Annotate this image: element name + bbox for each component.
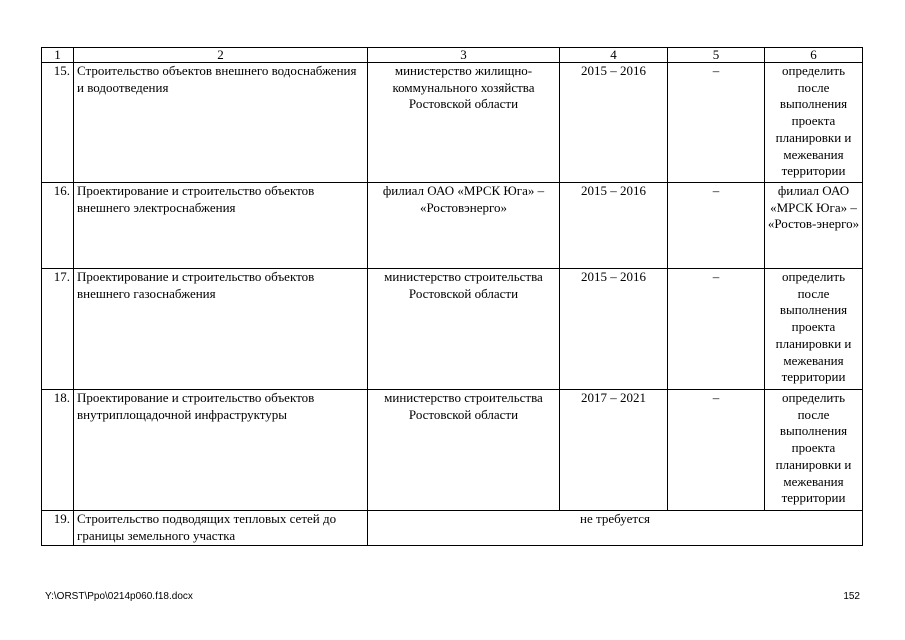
row-name: Проектирование и строительство объектов внешнего электроснабжения [74, 183, 368, 269]
header-cell-2: 2 [74, 48, 368, 63]
row-number: 18. [42, 390, 74, 511]
row-merged-note: не требуется [368, 511, 863, 546]
header-cell-6: 6 [765, 48, 863, 63]
row-responsible: министерство жилищно-коммунального хозяйства Ростовской области [368, 63, 560, 183]
row-responsible: министерство строительства Ростовской области [368, 390, 560, 511]
row-period: 2015 – 2016 [560, 269, 668, 390]
row-col5: – [668, 269, 765, 390]
row-col6: определить после выполнения проекта планировки и межевания территории [765, 269, 863, 390]
row-number: 16. [42, 183, 74, 269]
footer-page-number: 152 [843, 591, 860, 602]
row-period: 2015 – 2016 [560, 183, 668, 269]
row-name: Проектирование и строительство объектов внешнего газоснабжения [74, 269, 368, 390]
row-responsible: филиал ОАО «МРСК Юга» – «Ростовэнерго» [368, 183, 560, 269]
table-row [42, 390, 863, 511]
row-col6: филиал ОАО «МРСК Юга» – «Ростов-энерго» [765, 183, 863, 269]
table-row [42, 183, 863, 269]
row-col5: – [668, 390, 765, 511]
row-name: Строительство подводящих тепловых сетей до границы земельного участка [74, 511, 368, 546]
header-cell-4: 4 [560, 48, 668, 63]
row-number: 15. [42, 63, 74, 183]
row-col6: определить после выполнения проекта планировки и межевания территории [765, 63, 863, 183]
document-table [41, 47, 863, 546]
header-cell-5: 5 [668, 48, 765, 63]
row-col6: определить после выполнения проекта планировки и межевания территории [765, 390, 863, 511]
row-name: Проектирование и строительство объектов внутриплощадочной инфраструктуры [74, 390, 368, 511]
table-row [42, 63, 863, 183]
header-cell-1: 1 [42, 48, 74, 63]
row-name: Строительство объектов внешнего водоснабжения и водоотведения [74, 63, 368, 183]
row-number: 19. [42, 511, 74, 546]
table-row [42, 269, 863, 390]
row-period: 2015 – 2016 [560, 63, 668, 183]
row-number: 17. [42, 269, 74, 390]
row-period: 2017 – 2021 [560, 390, 668, 511]
footer-file-path: Y:\ORST\Ppo\0214p060.f18.docx [45, 591, 193, 602]
row-responsible: министерство строительства Ростовской области [368, 269, 560, 390]
row-col5: – [668, 63, 765, 183]
table-header-row [42, 48, 863, 63]
row-col5: – [668, 183, 765, 269]
header-cell-3: 3 [368, 48, 560, 63]
table-row [42, 511, 863, 546]
